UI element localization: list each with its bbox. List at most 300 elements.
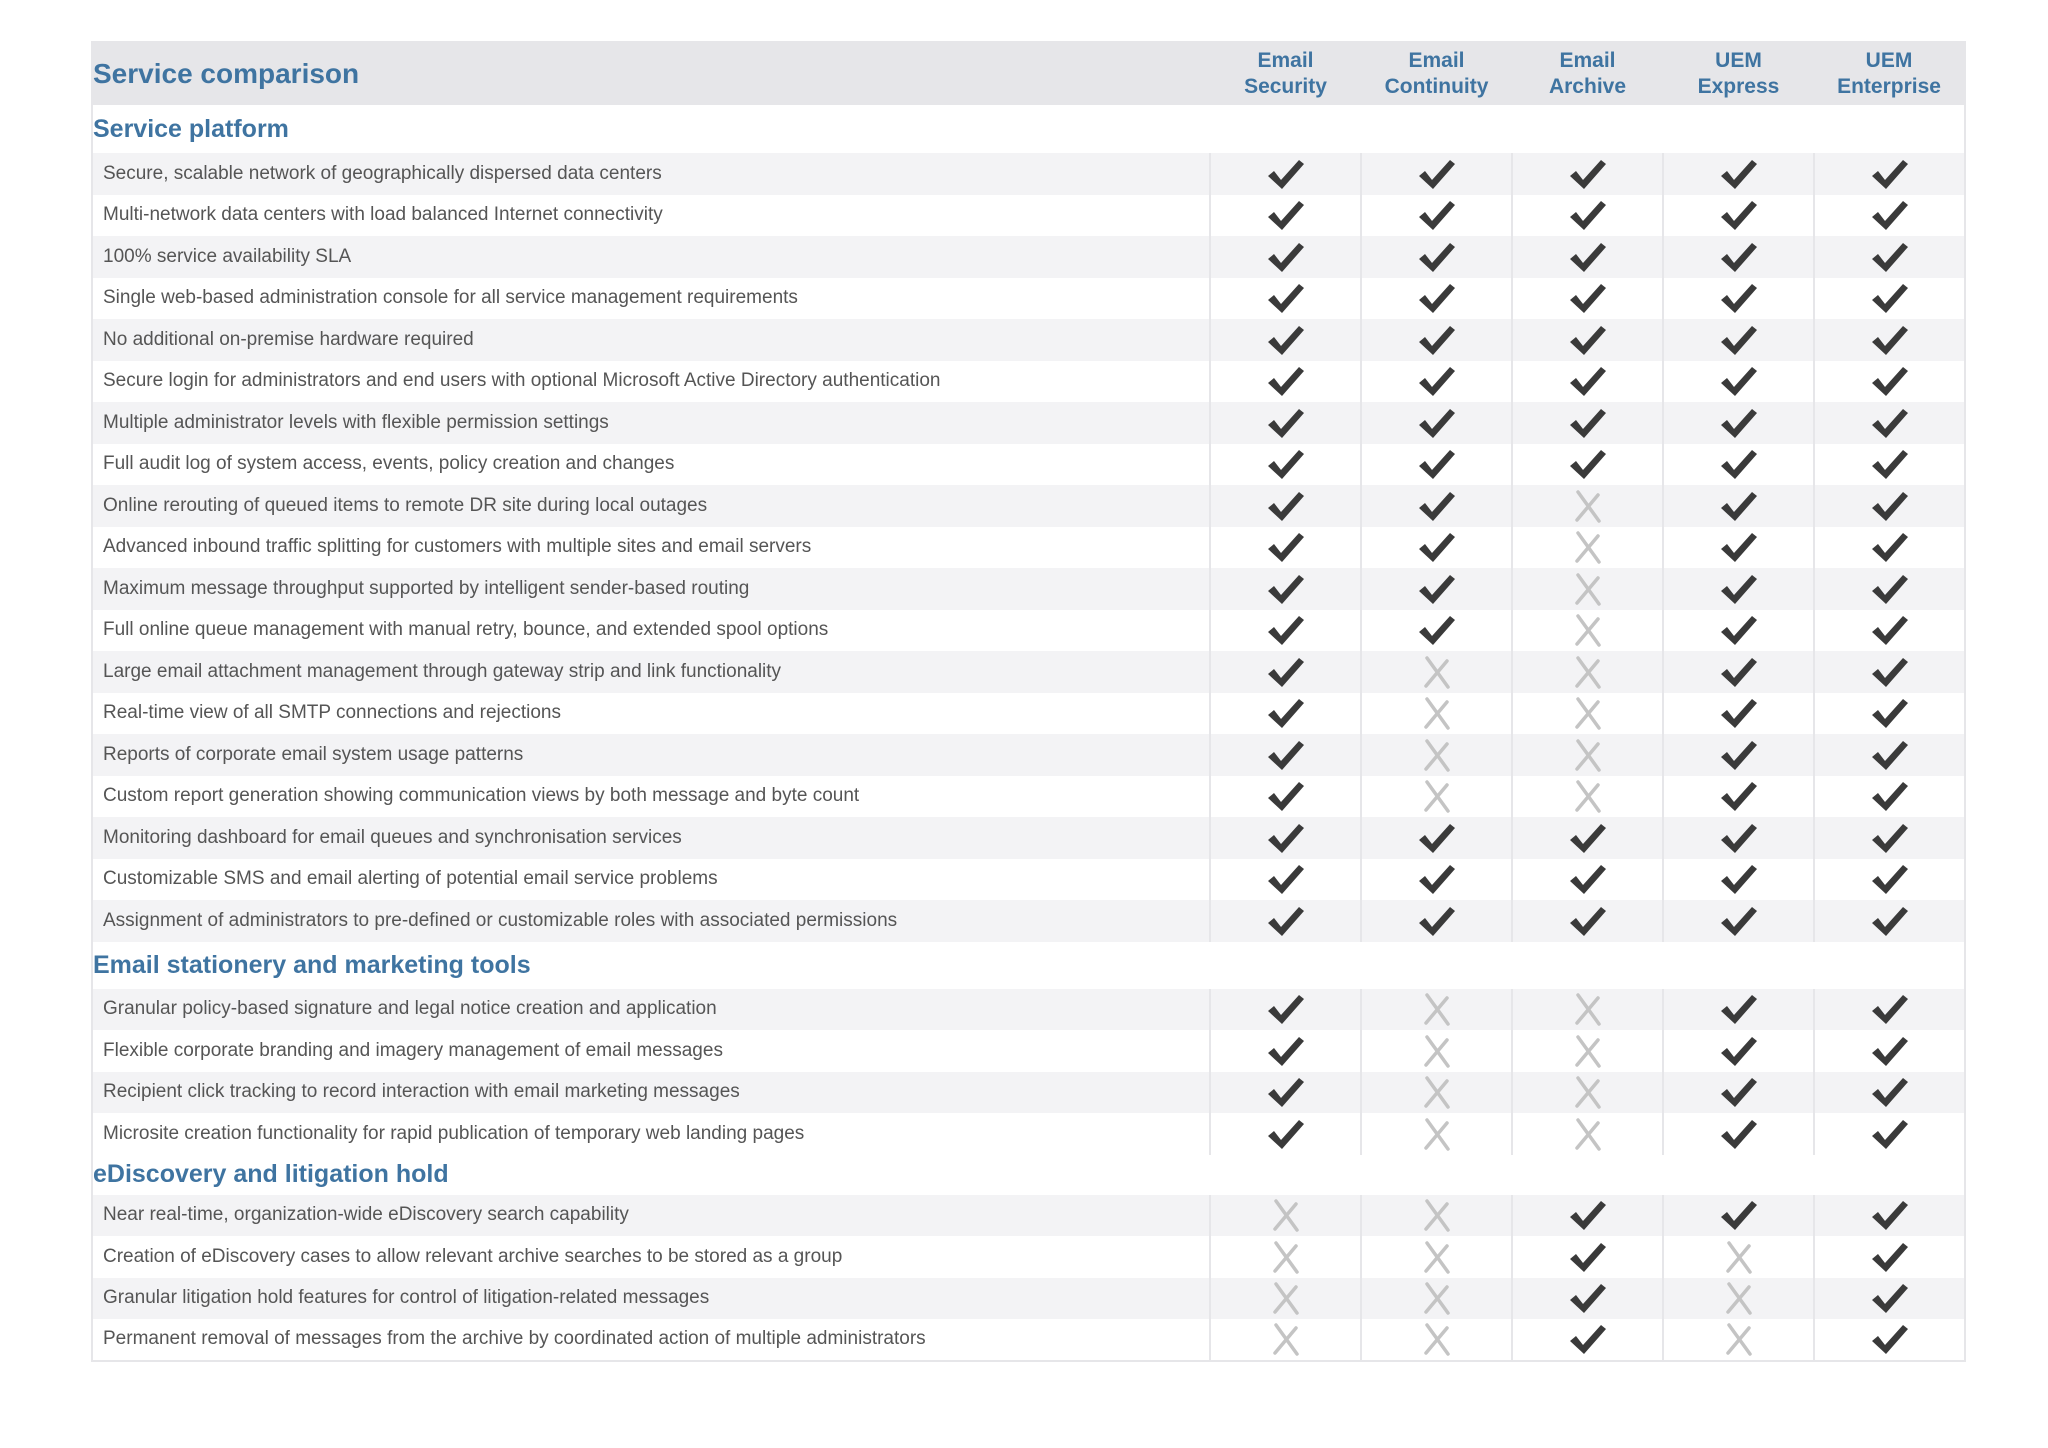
check-icon (1664, 1034, 1813, 1068)
column-header-line2: Continuity (1384, 75, 1489, 98)
check-icon (1362, 447, 1511, 481)
availability-cell (1663, 236, 1814, 278)
check-icon (1664, 655, 1813, 689)
feature-label: Multiple administrator levels with flexible permission settings (92, 402, 1210, 444)
availability-cell (1210, 485, 1361, 527)
cross-icon (1513, 1117, 1662, 1151)
check-icon (1362, 240, 1511, 274)
table-row (92, 1319, 1965, 1361)
availability-cell (1512, 1072, 1663, 1114)
availability-cell (1663, 1195, 1814, 1237)
cross-icon (1362, 655, 1511, 689)
availability-cell (1814, 195, 1965, 237)
check-icon (1815, 655, 1964, 689)
availability-cell (1663, 1113, 1814, 1155)
availability-cell (1210, 153, 1361, 195)
check-icon (1664, 1075, 1813, 1109)
availability-cell (1361, 1072, 1512, 1114)
availability-cell (1814, 1072, 1965, 1114)
availability-cell (1814, 568, 1965, 610)
check-icon (1513, 1198, 1662, 1232)
check-icon (1513, 821, 1662, 855)
check-icon (1664, 406, 1813, 440)
availability-cell (1814, 1278, 1965, 1320)
column-header-line1: Email (1559, 49, 1616, 72)
availability-cell (1663, 1278, 1814, 1320)
check-icon (1815, 281, 1964, 315)
availability-cell (1663, 568, 1814, 610)
check-icon (1362, 489, 1511, 523)
table-row (92, 817, 1965, 859)
availability-cell (1210, 1030, 1361, 1072)
availability-cell (1361, 1113, 1512, 1155)
check-icon (1513, 240, 1662, 274)
feature-label: Full audit log of system access, events, policy creation and changes (92, 444, 1210, 486)
check-icon (1362, 904, 1511, 938)
table-row (92, 195, 1965, 237)
cross-icon (1211, 1198, 1360, 1232)
cross-icon (1362, 1198, 1511, 1232)
check-icon (1664, 738, 1813, 772)
availability-cell (1210, 610, 1361, 652)
check-icon (1513, 447, 1662, 481)
check-icon (1513, 1281, 1662, 1315)
availability-cell (1361, 900, 1512, 942)
cross-icon (1362, 1281, 1511, 1315)
availability-cell (1210, 989, 1361, 1031)
cross-icon (1513, 992, 1662, 1026)
availability-cell (1512, 278, 1663, 320)
feature-label: Advanced inbound traffic splitting for customers with multiple sites and email servers (92, 527, 1210, 569)
check-icon (1362, 406, 1511, 440)
check-icon (1815, 489, 1964, 523)
feature-label: Permanent removal of messages from the archive by coordinated action of multiple administrators (92, 1319, 1210, 1361)
check-icon (1513, 1322, 1662, 1356)
availability-cell (1512, 776, 1663, 818)
table-body (92, 105, 1965, 1361)
check-icon (1513, 281, 1662, 315)
table-row (92, 1030, 1965, 1072)
service-comparison-table (91, 41, 1966, 1362)
availability-cell (1814, 485, 1965, 527)
table-header-row (92, 42, 1965, 105)
check-icon (1211, 992, 1360, 1026)
cross-icon (1362, 779, 1511, 813)
availability-cell (1361, 527, 1512, 569)
cross-icon (1362, 992, 1511, 1026)
section-header-row (92, 942, 1965, 989)
availability-cell (1814, 1195, 1965, 1237)
check-icon (1815, 1240, 1964, 1274)
availability-cell (1361, 153, 1512, 195)
availability-cell (1512, 153, 1663, 195)
availability-cell (1361, 610, 1512, 652)
check-icon (1664, 364, 1813, 398)
availability-cell (1361, 485, 1512, 527)
table-row (92, 610, 1965, 652)
availability-cell (1512, 1195, 1663, 1237)
availability-cell (1210, 568, 1361, 610)
table-row (92, 859, 1965, 901)
availability-cell (1210, 1113, 1361, 1155)
cross-icon (1211, 1281, 1360, 1315)
availability-cell (1210, 319, 1361, 361)
availability-cell (1361, 989, 1512, 1031)
check-icon (1664, 992, 1813, 1026)
check-icon (1211, 1117, 1360, 1151)
cross-icon (1362, 1322, 1511, 1356)
check-icon (1211, 364, 1360, 398)
check-icon (1362, 157, 1511, 191)
column-header-uem-express (1663, 42, 1814, 105)
availability-cell (1512, 693, 1663, 735)
feature-label: 100% service availability SLA (92, 236, 1210, 278)
check-icon (1664, 862, 1813, 896)
check-icon (1815, 992, 1964, 1026)
check-icon (1664, 323, 1813, 357)
check-icon (1362, 572, 1511, 606)
availability-cell (1663, 402, 1814, 444)
check-icon (1211, 447, 1360, 481)
check-icon (1664, 696, 1813, 730)
column-header-line2: Express (1697, 75, 1780, 98)
availability-cell (1361, 195, 1512, 237)
column-header-uem-enterprise (1814, 42, 1965, 105)
check-icon (1664, 572, 1813, 606)
cross-icon (1513, 696, 1662, 730)
check-icon (1513, 904, 1662, 938)
feature-label: Customizable SMS and email alerting of potential email service problems (92, 859, 1210, 901)
cross-icon (1362, 1117, 1511, 1151)
availability-cell (1814, 651, 1965, 693)
check-icon (1664, 157, 1813, 191)
check-icon (1211, 904, 1360, 938)
availability-cell (1814, 776, 1965, 818)
table-row (92, 485, 1965, 527)
check-icon (1362, 862, 1511, 896)
check-icon (1211, 821, 1360, 855)
feature-label: Granular litigation hold features for control of litigation-related messages (92, 1278, 1210, 1320)
availability-cell (1361, 734, 1512, 776)
availability-cell (1512, 1113, 1663, 1155)
availability-cell (1663, 278, 1814, 320)
availability-cell (1210, 444, 1361, 486)
availability-cell (1512, 989, 1663, 1031)
check-icon (1664, 281, 1813, 315)
column-header-line2: Security (1244, 75, 1327, 98)
availability-cell (1361, 817, 1512, 859)
check-icon (1815, 323, 1964, 357)
availability-cell (1361, 776, 1512, 818)
check-icon (1513, 1240, 1662, 1274)
availability-cell (1663, 776, 1814, 818)
check-icon (1664, 1117, 1813, 1151)
check-icon (1211, 862, 1360, 896)
check-icon (1815, 779, 1964, 813)
availability-cell (1512, 900, 1663, 942)
check-icon (1211, 696, 1360, 730)
check-icon (1513, 198, 1662, 232)
check-icon (1815, 240, 1964, 274)
availability-cell (1512, 859, 1663, 901)
column-header-line1: Email (1408, 49, 1465, 72)
availability-cell (1663, 1072, 1814, 1114)
availability-cell (1210, 1072, 1361, 1114)
check-icon (1664, 613, 1813, 647)
availability-cell (1361, 859, 1512, 901)
availability-cell (1210, 1195, 1361, 1237)
column-header-email-archive (1512, 42, 1663, 105)
availability-cell (1663, 319, 1814, 361)
table-row (92, 1236, 1965, 1278)
availability-cell (1210, 236, 1361, 278)
cross-icon (1362, 738, 1511, 772)
column-header-email-continuity (1361, 42, 1512, 105)
cross-icon (1664, 1281, 1813, 1315)
availability-cell (1663, 1030, 1814, 1072)
check-icon (1664, 530, 1813, 564)
check-icon (1815, 1034, 1964, 1068)
availability-cell (1814, 817, 1965, 859)
check-icon (1211, 240, 1360, 274)
table-row (92, 1072, 1965, 1114)
availability-cell (1210, 195, 1361, 237)
check-icon (1211, 530, 1360, 564)
check-icon (1664, 904, 1813, 938)
table-row (92, 693, 1965, 735)
section-title: Service platform (92, 105, 1965, 153)
table-title: Service comparison (93, 58, 360, 89)
availability-cell (1210, 734, 1361, 776)
check-icon (1815, 1198, 1964, 1232)
check-icon (1815, 530, 1964, 564)
availability-cell (1663, 859, 1814, 901)
availability-cell (1210, 527, 1361, 569)
availability-cell (1361, 278, 1512, 320)
availability-cell (1663, 610, 1814, 652)
table-row (92, 236, 1965, 278)
check-icon (1815, 1281, 1964, 1315)
availability-cell (1663, 651, 1814, 693)
column-header-line1: Email (1257, 49, 1314, 72)
availability-cell (1814, 693, 1965, 735)
feature-label: Single web-based administration console for all service management requirements (92, 278, 1210, 320)
availability-cell (1210, 361, 1361, 403)
table-row (92, 319, 1965, 361)
cross-icon (1211, 1322, 1360, 1356)
availability-cell (1663, 527, 1814, 569)
availability-cell (1361, 1195, 1512, 1237)
availability-cell (1512, 610, 1663, 652)
feature-label: Real-time view of all SMTP connections and rejections (92, 693, 1210, 735)
check-icon (1211, 198, 1360, 232)
check-icon (1815, 447, 1964, 481)
availability-cell (1361, 236, 1512, 278)
feature-label: Full online queue management with manual retry, bounce, and extended spool options (92, 610, 1210, 652)
availability-cell (1814, 444, 1965, 486)
check-icon (1815, 157, 1964, 191)
availability-cell (1663, 989, 1814, 1031)
availability-cell (1361, 319, 1512, 361)
check-icon (1211, 572, 1360, 606)
check-icon (1362, 364, 1511, 398)
availability-cell (1663, 1319, 1814, 1361)
check-icon (1815, 572, 1964, 606)
check-icon (1211, 1075, 1360, 1109)
availability-cell (1512, 1236, 1663, 1278)
availability-cell (1361, 361, 1512, 403)
table-row (92, 527, 1965, 569)
feature-label: Recipient click tracking to record interaction with email marketing messages (92, 1072, 1210, 1114)
availability-cell (1512, 527, 1663, 569)
availability-cell (1814, 1319, 1965, 1361)
check-icon (1815, 613, 1964, 647)
feature-label: Secure login for administrators and end users with optional Microsoft Active Directory authentication (92, 361, 1210, 403)
availability-cell (1512, 444, 1663, 486)
availability-cell (1512, 1030, 1663, 1072)
check-icon (1664, 821, 1813, 855)
column-header-line1: UEM (1715, 49, 1762, 72)
availability-cell (1512, 817, 1663, 859)
cross-icon (1513, 530, 1662, 564)
feature-label: Assignment of administrators to pre-defined or customizable roles with associated permissions (92, 900, 1210, 942)
check-icon (1664, 489, 1813, 523)
cross-icon (1513, 1075, 1662, 1109)
check-icon (1362, 198, 1511, 232)
availability-cell (1210, 693, 1361, 735)
table-row (92, 734, 1965, 776)
availability-cell (1814, 1236, 1965, 1278)
check-icon (1211, 489, 1360, 523)
table-row (92, 776, 1965, 818)
availability-cell (1210, 402, 1361, 444)
feature-label: Online rerouting of queued items to remote DR site during local outages (92, 485, 1210, 527)
availability-cell (1663, 361, 1814, 403)
feature-label: Flexible corporate branding and imagery management of email messages (92, 1030, 1210, 1072)
check-icon (1513, 323, 1662, 357)
availability-cell (1814, 610, 1965, 652)
check-icon (1815, 406, 1964, 440)
availability-cell (1814, 319, 1965, 361)
availability-cell (1512, 402, 1663, 444)
cross-icon (1513, 655, 1662, 689)
table-row (92, 278, 1965, 320)
availability-cell (1210, 900, 1361, 942)
availability-cell (1210, 1236, 1361, 1278)
check-icon (1211, 157, 1360, 191)
table-row (92, 989, 1965, 1031)
feature-label: Large email attachment management through gateway strip and link functionality (92, 651, 1210, 693)
availability-cell (1814, 859, 1965, 901)
feature-label: Secure, scalable network of geographically dispersed data centers (92, 153, 1210, 195)
feature-label: Granular policy-based signature and legal notice creation and application (92, 989, 1210, 1031)
availability-cell (1512, 236, 1663, 278)
availability-cell (1512, 651, 1663, 693)
check-icon (1513, 862, 1662, 896)
check-icon (1362, 281, 1511, 315)
feature-label: Reports of corporate email system usage patterns (92, 734, 1210, 776)
table-row (92, 402, 1965, 444)
feature-label: Custom report generation showing communication views by both message and byte count (92, 776, 1210, 818)
cross-icon (1664, 1240, 1813, 1274)
table-row (92, 568, 1965, 610)
check-icon (1815, 364, 1964, 398)
check-icon (1664, 240, 1813, 274)
table-row (92, 444, 1965, 486)
table-row (92, 900, 1965, 942)
table-row (92, 361, 1965, 403)
check-icon (1362, 613, 1511, 647)
cross-icon (1513, 779, 1662, 813)
availability-cell (1814, 361, 1965, 403)
cross-icon (1664, 1322, 1813, 1356)
availability-cell (1814, 153, 1965, 195)
check-icon (1815, 1117, 1964, 1151)
availability-cell (1814, 402, 1965, 444)
availability-cell (1361, 444, 1512, 486)
check-icon (1211, 655, 1360, 689)
section-header-row (92, 1155, 1965, 1195)
check-icon (1815, 821, 1964, 855)
availability-cell (1512, 568, 1663, 610)
availability-cell (1361, 402, 1512, 444)
feature-label: Microsite creation functionality for rapid publication of temporary web landing pages (92, 1113, 1210, 1155)
availability-cell (1663, 1236, 1814, 1278)
check-icon (1815, 198, 1964, 232)
check-icon (1362, 530, 1511, 564)
check-icon (1664, 447, 1813, 481)
check-icon (1815, 904, 1964, 938)
cross-icon (1513, 489, 1662, 523)
check-icon (1815, 738, 1964, 772)
cross-icon (1513, 1034, 1662, 1068)
cross-icon (1513, 613, 1662, 647)
table-row (92, 1195, 1965, 1237)
cross-icon (1513, 572, 1662, 606)
section-header-row (92, 105, 1965, 153)
cross-icon (1362, 1075, 1511, 1109)
availability-cell (1814, 527, 1965, 569)
check-icon (1362, 821, 1511, 855)
availability-cell (1512, 195, 1663, 237)
availability-cell (1663, 734, 1814, 776)
cross-icon (1211, 1240, 1360, 1274)
check-icon (1664, 198, 1813, 232)
availability-cell (1512, 361, 1663, 403)
availability-cell (1814, 734, 1965, 776)
check-icon (1362, 323, 1511, 357)
availability-cell (1361, 568, 1512, 610)
feature-label: Multi-network data centers with load balanced Internet connectivity (92, 195, 1210, 237)
availability-cell (1814, 989, 1965, 1031)
availability-cell (1512, 1278, 1663, 1320)
availability-cell (1210, 278, 1361, 320)
check-icon (1664, 1198, 1813, 1232)
availability-cell (1512, 734, 1663, 776)
availability-cell (1663, 153, 1814, 195)
availability-cell (1361, 1319, 1512, 1361)
feature-label: Maximum message throughput supported by intelligent sender-based routing (92, 568, 1210, 610)
availability-cell (1361, 1236, 1512, 1278)
availability-cell (1512, 485, 1663, 527)
availability-cell (1361, 693, 1512, 735)
availability-cell (1512, 319, 1663, 361)
feature-label: No additional on-premise hardware required (92, 319, 1210, 361)
check-icon (1513, 364, 1662, 398)
section-title: eDiscovery and litigation hold (92, 1155, 1965, 1195)
availability-cell (1361, 1278, 1512, 1320)
availability-cell (1814, 900, 1965, 942)
